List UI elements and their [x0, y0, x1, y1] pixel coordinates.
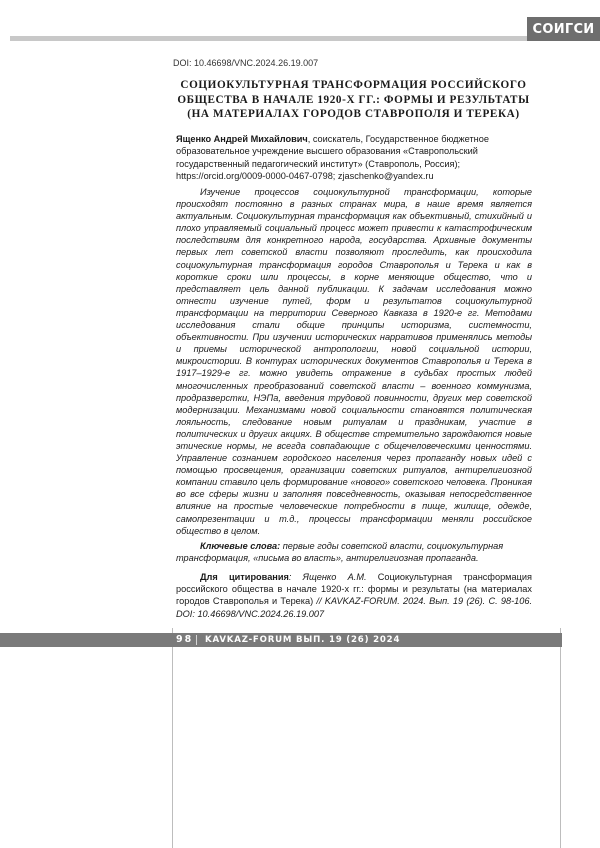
keywords-text: первые годы советской власти, социокультурная трансформация, «письма во власть», антирелигиозная пропаганда.: [176, 541, 504, 564]
section-tab: [527, 17, 600, 41]
article-title: [176, 78, 531, 122]
author-name: Ященко Андрей Михайлович: [176, 134, 308, 144]
author-block: [176, 133, 532, 183]
keywords-block: [176, 540, 532, 564]
citation-block: [176, 571, 532, 620]
author-affiliation: , соискатель, Государственное бюджетное образовательное учреждение высшего образования «Ставропольский государственный педагогический институт» (Ставрополь, Россия); https://orcid.org/0009-0000-0467-0798; zjaschenko@yandex.ru: [176, 134, 489, 182]
citation-label: Для цитирования: [200, 572, 289, 582]
title-line-3: (НА МАТЕРИАЛАХ ГОРОДОВ СТАВРОПОЛЯ И ТЕРЕКА): [187, 108, 520, 120]
section-tab-label: СОИГСИ: [532, 21, 595, 37]
journal-issue: KAVKAZ-FORUM ВЫП. 19 (26) 2024: [205, 635, 401, 645]
footer-separator: [196, 635, 197, 645]
citation-source: // KAVKAZ-FORUM. 2024. Вып. 19 (26). С. 98-106. DOI: 10.46698/VNC.2024.26.19.007: [176, 596, 533, 619]
page-number: 98: [176, 634, 194, 645]
title-line-1: СОЦИОКУЛЬТУРНАЯ ТРАНСФОРМАЦИЯ РОССИЙСКОГО: [180, 79, 527, 91]
title-line-2: ОБЩЕСТВА В НАЧАЛЕ 1920-Х ГГ.: ФОРМЫ И РЕЗУЛЬТАТЫ: [177, 93, 530, 106]
citation-author: : Ященко А.М.: [288, 572, 367, 582]
header-rule: [10, 36, 528, 41]
citation-text: Социокультурная трансформация российского общества в начале 1920-х гг.: формы и результаты (на материалах городов Ставрополья и Терека): [176, 572, 532, 607]
keywords-label: Ключевые слова:: [200, 541, 281, 551]
abstract: Изучение процессов социокультурной трансформации, которые происходят постоянно в разных странах мира, в наше время является актуальным. Социокультурная трансформация как объективный, стихийный и плохо управляемый социальный процесс может привести к катастрофическим последствиям для конкретного народа, государства. Архивные документы первых лет советской власти позволяют проследить, как происходила социокультурная трансформация городов Ставрополья и Терека и как в короткие сроки шли процессы, в корне меняющие общество, что и представляет цель данной публикации. К задачам исследования можно отнести изучение путей, форм и результатов социокультурной трансформации на территории Северного Кавказа в 1920-е гг. Методами исследования стали общие принципы историзма, системности, объективности. При изучении исторических нарративов применялись методы и приемы исторической антропологии, новой социальной истории, микроистории. В контурах исторических документов Ставрополья и Терека в 1917–1929-е гг. можно увидеть отражение в судьбах простых людей многочисленных преобразований советской власти – военного коммунизма, продразверстки, НЭПа, введения трудовой повинности, других мер советской модернизации. Механизмами новой социальности становятся политическая лояльность, следование новым ритуалам и праздникам, участие в политических и других акциях. В обществе стремительно зарождаются новые этические нормы, не всегда совпадающие с общечеловеческими ценностями. Управление сознанием городского населения через пропаганду новых идей с помощью просвещения, организации советских ритуалов, антирелигиозной компании ставило цель формирование «нового» советского человека. Проникая во все сферы жизни и заполняя повседневность, оказывая непосредственное влияние на простые человеческие потребности в пище, жилище, одежде, самопрезентации и т.д., процессы трансформации меняли российское общество в целом.: [176, 187, 532, 536]
footer-divider-left: [172, 628, 173, 848]
article-doi[interactable]: DOI: 10.46698/VNC.2024.26.19.007: [173, 58, 319, 68]
footer-divider-right: [560, 628, 561, 848]
